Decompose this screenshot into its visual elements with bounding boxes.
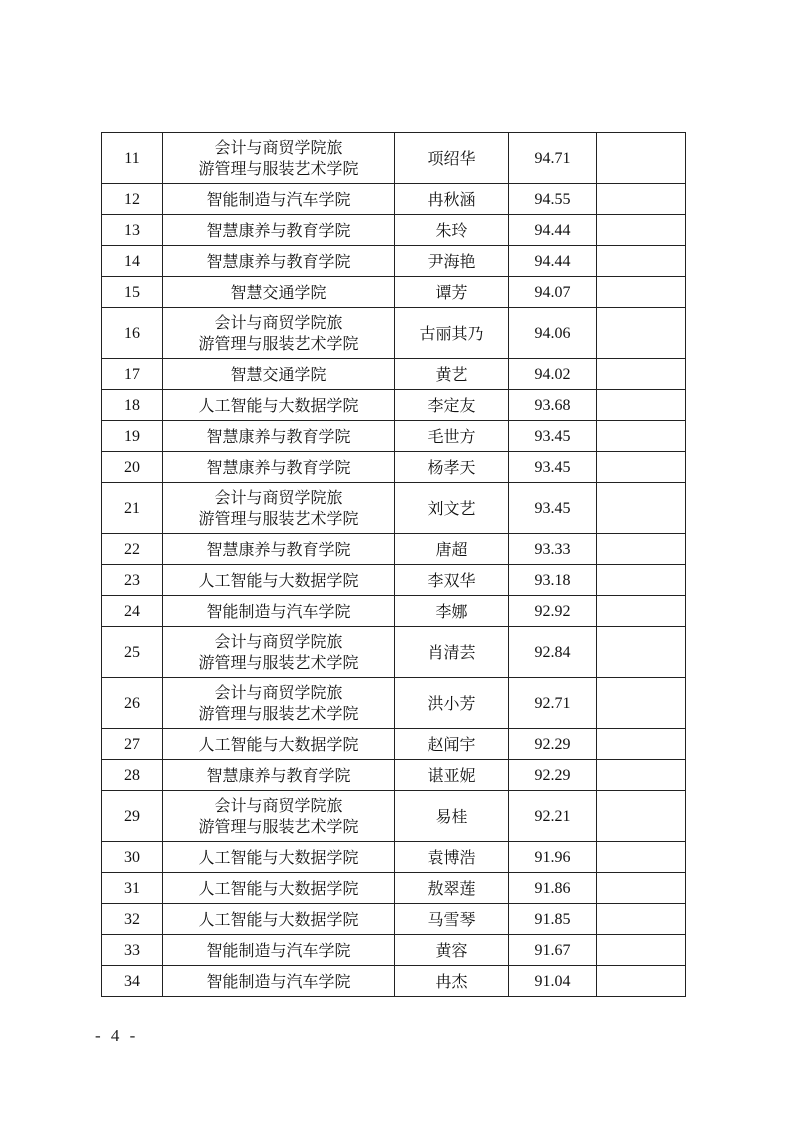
college-cell	[163, 935, 395, 966]
student-name-cell: 马雪琴	[395, 904, 509, 935]
row-number-cell: 29	[102, 791, 163, 842]
row-number-cell: 21	[102, 483, 163, 534]
row-number-cell: 27	[102, 729, 163, 760]
student-name-cell: 肖清芸	[395, 627, 509, 678]
college-name-line: 智慧康养与教育学院	[206, 426, 351, 446]
college-name-line: 会计与商贸学院旅	[214, 488, 343, 507]
student-name-cell: 李双华	[395, 565, 509, 596]
row-number-cell: 19	[102, 421, 163, 452]
table-row	[102, 308, 686, 359]
table-row	[102, 873, 686, 904]
remark-cell	[597, 935, 686, 966]
score-cell: 92.29	[509, 729, 597, 760]
remark-cell	[597, 904, 686, 935]
score-cell: 94.06	[509, 308, 597, 359]
table-row	[102, 277, 686, 308]
college-name-line: 智慧交通学院	[230, 282, 327, 302]
row-number-cell: 14	[102, 246, 163, 277]
row-number-cell: 31	[102, 873, 163, 904]
table-row	[102, 390, 686, 421]
row-number-cell: 24	[102, 596, 163, 627]
college-name-line: 智能制造与汽车学院	[206, 940, 351, 960]
college-name-line: 智能制造与汽车学院	[206, 971, 351, 991]
college-cell	[163, 678, 395, 729]
row-number-cell: 17	[102, 359, 163, 390]
table-row	[102, 483, 686, 534]
remark-cell	[597, 133, 686, 184]
college-name-line: 会计与商贸学院旅	[214, 683, 343, 702]
college-cell	[163, 534, 395, 565]
table-row	[102, 534, 686, 565]
score-cell: 92.29	[509, 760, 597, 791]
college-name-line: 智能制造与汽车学院	[206, 189, 351, 209]
score-cell: 93.45	[509, 483, 597, 534]
score-cell: 94.07	[509, 277, 597, 308]
college-cell	[163, 359, 395, 390]
remark-cell	[597, 873, 686, 904]
student-name-cell: 项绍华	[395, 133, 509, 184]
table-row	[102, 452, 686, 483]
student-name-cell: 谌亚妮	[395, 760, 509, 791]
college-name-line: 游管理与服装艺术学院	[198, 653, 359, 672]
table-row	[102, 215, 686, 246]
remark-cell	[597, 596, 686, 627]
student-name-cell: 洪小芳	[395, 678, 509, 729]
score-cell: 93.45	[509, 421, 597, 452]
college-name-line: 人工智能与大数据学院	[198, 570, 359, 590]
college-name-line: 游管理与服装艺术学院	[198, 334, 359, 353]
remark-cell	[597, 483, 686, 534]
table-row	[102, 184, 686, 215]
college-name-line: 会计与商贸学院旅	[214, 313, 343, 332]
college-cell	[163, 904, 395, 935]
score-cell: 93.18	[509, 565, 597, 596]
college-name-line: 游管理与服装艺术学院	[198, 817, 359, 836]
college-cell	[163, 452, 395, 483]
college-cell	[163, 184, 395, 215]
row-number-cell: 11	[102, 133, 163, 184]
student-name-cell: 杨孝天	[395, 452, 509, 483]
college-name-line: 人工智能与大数据学院	[198, 878, 359, 898]
row-number-cell: 33	[102, 935, 163, 966]
college-name-line: 游管理与服装艺术学院	[198, 159, 359, 178]
student-name-cell: 黄艺	[395, 359, 509, 390]
student-name-cell: 黄容	[395, 935, 509, 966]
student-name-cell: 赵闻宇	[395, 729, 509, 760]
table-row	[102, 678, 686, 729]
student-name-cell: 袁博浩	[395, 842, 509, 873]
remark-cell	[597, 627, 686, 678]
row-number-cell: 13	[102, 215, 163, 246]
score-cell: 92.71	[509, 678, 597, 729]
row-number-cell: 28	[102, 760, 163, 791]
page-number: - 4 -	[95, 1026, 139, 1045]
student-name-cell: 敖翠莲	[395, 873, 509, 904]
row-number-cell: 25	[102, 627, 163, 678]
table-row	[102, 791, 686, 842]
table-row	[102, 760, 686, 791]
remark-cell	[597, 308, 686, 359]
college-name-line: 会计与商贸学院旅	[214, 632, 343, 651]
score-cell: 92.21	[509, 791, 597, 842]
score-cell: 93.45	[509, 452, 597, 483]
college-cell	[163, 565, 395, 596]
score-cell: 91.86	[509, 873, 597, 904]
remark-cell	[597, 215, 686, 246]
college-name-line: 游管理与服装艺术学院	[198, 509, 359, 528]
table-row	[102, 359, 686, 390]
score-cell: 91.04	[509, 966, 597, 997]
remark-cell	[597, 760, 686, 791]
college-cell	[163, 483, 395, 534]
college-name-line: 游管理与服装艺术学院	[198, 704, 359, 723]
table-row	[102, 596, 686, 627]
score-cell: 94.44	[509, 215, 597, 246]
score-cell: 91.96	[509, 842, 597, 873]
table-row	[102, 133, 686, 184]
college-name-line: 人工智能与大数据学院	[198, 395, 359, 415]
table-body	[102, 133, 686, 997]
remark-cell	[597, 842, 686, 873]
score-cell: 92.92	[509, 596, 597, 627]
college-name-line: 会计与商贸学院旅	[214, 138, 343, 157]
college-name-line: 智慧康养与教育学院	[206, 765, 351, 785]
table-row	[102, 729, 686, 760]
college-cell	[163, 596, 395, 627]
student-name-cell: 朱玲	[395, 215, 509, 246]
table-row	[102, 627, 686, 678]
score-cell: 91.85	[509, 904, 597, 935]
college-name-line: 人工智能与大数据学院	[198, 734, 359, 754]
table-row	[102, 421, 686, 452]
row-number-cell: 23	[102, 565, 163, 596]
table-row	[102, 246, 686, 277]
score-table	[101, 132, 686, 997]
student-name-cell: 谭芳	[395, 277, 509, 308]
college-name-line: 智慧康养与教育学院	[206, 251, 351, 271]
college-name-line: 人工智能与大数据学院	[198, 847, 359, 867]
college-cell	[163, 842, 395, 873]
score-cell: 93.68	[509, 390, 597, 421]
college-name-line: 人工智能与大数据学院	[198, 909, 359, 929]
remark-cell	[597, 966, 686, 997]
student-name-cell: 李定友	[395, 390, 509, 421]
college-cell	[163, 308, 395, 359]
score-cell: 92.84	[509, 627, 597, 678]
row-number-cell: 22	[102, 534, 163, 565]
student-name-cell: 古丽其乃	[395, 308, 509, 359]
remark-cell	[597, 729, 686, 760]
college-cell	[163, 627, 395, 678]
row-number-cell: 32	[102, 904, 163, 935]
table-row	[102, 565, 686, 596]
college-cell	[163, 246, 395, 277]
student-name-cell: 尹海艳	[395, 246, 509, 277]
remark-cell	[597, 534, 686, 565]
score-cell: 94.71	[509, 133, 597, 184]
row-number-cell: 20	[102, 452, 163, 483]
table-row	[102, 966, 686, 997]
college-cell	[163, 791, 395, 842]
college-cell	[163, 277, 395, 308]
remark-cell	[597, 565, 686, 596]
college-name-line: 智慧康养与教育学院	[206, 457, 351, 477]
college-cell	[163, 873, 395, 904]
college-cell	[163, 760, 395, 791]
score-cell: 94.02	[509, 359, 597, 390]
college-cell	[163, 421, 395, 452]
row-number-cell: 34	[102, 966, 163, 997]
student-name-cell: 冉杰	[395, 966, 509, 997]
college-cell	[163, 133, 395, 184]
score-cell: 91.67	[509, 935, 597, 966]
remark-cell	[597, 246, 686, 277]
remark-cell	[597, 390, 686, 421]
college-name-line: 智慧康养与教育学院	[206, 539, 351, 559]
college-name-line: 智能制造与汽车学院	[206, 601, 351, 621]
remark-cell	[597, 421, 686, 452]
row-number-cell: 18	[102, 390, 163, 421]
college-cell	[163, 966, 395, 997]
remark-cell	[597, 678, 686, 729]
score-cell: 94.55	[509, 184, 597, 215]
row-number-cell: 15	[102, 277, 163, 308]
row-number-cell: 26	[102, 678, 163, 729]
remark-cell	[597, 452, 686, 483]
row-number-cell: 16	[102, 308, 163, 359]
student-name-cell: 易桂	[395, 791, 509, 842]
table-row	[102, 842, 686, 873]
table-row	[102, 935, 686, 966]
remark-cell	[597, 359, 686, 390]
student-name-cell: 唐超	[395, 534, 509, 565]
college-cell	[163, 215, 395, 246]
table-row	[102, 904, 686, 935]
remark-cell	[597, 184, 686, 215]
row-number-cell: 12	[102, 184, 163, 215]
college-cell	[163, 390, 395, 421]
college-name-line: 会计与商贸学院旅	[214, 796, 343, 815]
remark-cell	[597, 791, 686, 842]
student-name-cell: 冉秋涵	[395, 184, 509, 215]
remark-cell	[597, 277, 686, 308]
college-cell	[163, 729, 395, 760]
college-name-line: 智慧交通学院	[230, 364, 327, 384]
row-number-cell: 30	[102, 842, 163, 873]
score-cell: 94.44	[509, 246, 597, 277]
score-cell: 93.33	[509, 534, 597, 565]
student-name-cell: 李娜	[395, 596, 509, 627]
college-name-line: 智慧康养与教育学院	[206, 220, 351, 240]
student-name-cell: 刘文艺	[395, 483, 509, 534]
student-name-cell: 毛世方	[395, 421, 509, 452]
